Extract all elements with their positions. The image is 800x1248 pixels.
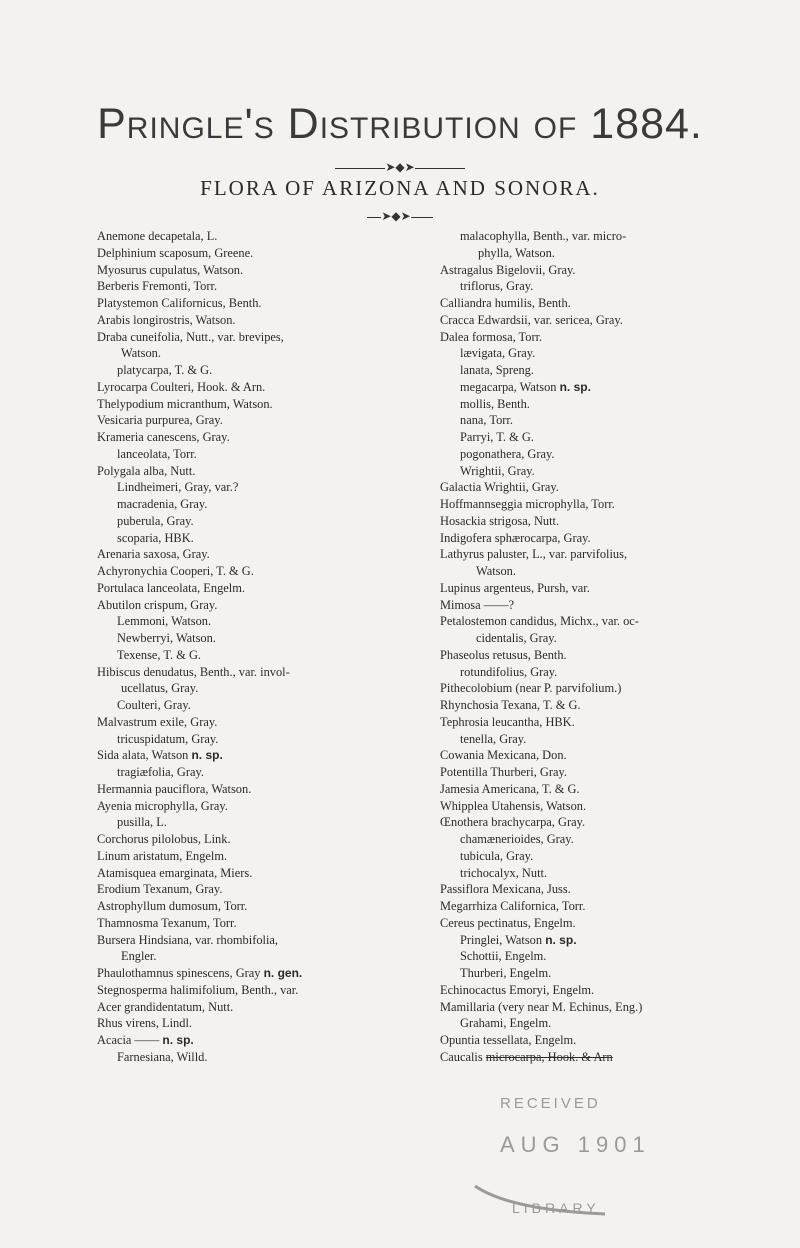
species-entry: Galactia Wrightii, Gray. — [440, 480, 559, 495]
species-entry: Ayenia microphylla, Gray. — [97, 798, 228, 813]
species-entry: Platystemon Californicus, Benth. — [97, 296, 262, 310]
library-stamp-label: LIBRARY — [512, 1200, 600, 1216]
species-entry: Phaseolus retusus, Benth. — [440, 647, 567, 662]
species-entry: Lindheimeri, Gray, var.? — [117, 480, 239, 495]
species-entry: pusilla, L. — [117, 815, 167, 830]
subtitle-ornament: ➤◆➤ — [0, 209, 800, 224]
species-entry-continued: cidentalis, Gray. — [476, 631, 557, 645]
species-entry: Petalostemon candidus, Michx., var. oc- — [440, 614, 639, 629]
species-entry — [440, 932, 770, 949]
species-entry: Thurberi, Engelm. — [460, 966, 552, 980]
species-entry: tragiæfolia, Gray. — [117, 765, 204, 779]
species-entry — [440, 1049, 770, 1066]
species-entry: Atamisquea emarginata, Miers. — [97, 865, 253, 880]
species-entry: Hermannia pauciflora, Watson. — [97, 781, 252, 796]
species-entry: Newberryi, Watson. — [117, 631, 216, 645]
page-subtitle: FLORA OF ARIZONA AND SONORA. — [200, 176, 600, 200]
species-entry: Linum aristatum, Engelm. — [97, 848, 228, 863]
struck-out-text: microcarpa, Hook. & Arn — [485, 1049, 613, 1064]
species-entry: Lemmoni, Watson. — [117, 614, 212, 629]
species-entry: Mimosa ——? — [440, 597, 514, 612]
species-name: Phaulothamnus spinescens, Gray — [97, 966, 261, 980]
species-entry: tubicula, Gray. — [460, 848, 534, 863]
species-entry: Draba cuneifolia, Nutt., var. brevipes, — [97, 329, 284, 344]
species-name: Caucalis — [440, 1049, 486, 1064]
species-entry: Œnothera brachycarpa, Gray. — [440, 815, 586, 830]
species-name: megacarpa, Watson — [460, 379, 557, 394]
species-list-left — [97, 228, 417, 1066]
species-entry: Astragalus Bigelovii, Gray. — [440, 262, 576, 277]
new-species-marker: n. sp. — [191, 748, 223, 763]
species-entry: lanata, Spreng. — [460, 363, 534, 377]
species-entry: Pithecolobium (near P. parvifolium.) — [440, 681, 622, 696]
species-entry: tricuspidatum, Gray. — [117, 731, 219, 746]
species-entry: platycarpa, T. & G. — [117, 363, 213, 377]
species-entry: chamænerioides, Gray. — [460, 832, 574, 846]
species-entry-continued: phylla, Watson. — [478, 245, 555, 260]
species-entry: Lyrocarpa Coulteri, Hook. & Arn. — [97, 379, 266, 394]
species-entry: Acer grandidentatum, Nutt. — [97, 999, 234, 1014]
new-species-marker: n. sp. — [559, 379, 591, 394]
species-entry: macradenia, Gray. — [117, 497, 208, 511]
species-name: Sida alata, Watson — [97, 748, 189, 763]
new-species-marker: n. sp. — [162, 1033, 194, 1047]
species-entry — [440, 379, 770, 396]
species-entry: Abutilon crispum, Gray. — [97, 597, 218, 612]
species-entry: Corchorus pilolobus, Link. — [97, 832, 231, 846]
species-entry: Stegnosperma halimifolium, Benth., var. — [97, 982, 299, 997]
species-entry: Arabis longirostris, Watson. — [97, 312, 236, 327]
page-title: Pringle's Distribution of 1884. — [97, 100, 703, 148]
species-entry: Lathyrus paluster, L., var. parvifolius, — [440, 547, 628, 562]
species-entry: Calliandra humilis, Benth. — [440, 296, 571, 310]
species-entry — [97, 965, 417, 982]
species-entry: Rhynchosia Texana, T. & G. — [440, 698, 581, 712]
species-entry: Jamesia Americana, T. & G. — [440, 781, 580, 796]
species-entry-continued: ucellatus, Gray. — [121, 681, 199, 696]
species-name: Acacia —— — [97, 1033, 160, 1047]
species-entry: Anemone decapetala, L. — [97, 229, 218, 243]
species-entry: Dalea formosa, Torr. — [440, 329, 543, 344]
species-entry: Rhus virens, Lindl. — [97, 1016, 192, 1031]
species-entry — [97, 747, 417, 764]
species-entry: Coulteri, Gray. — [117, 698, 191, 712]
species-entry: Potentilla Thurberi, Gray. — [440, 765, 567, 779]
species-entry: Farnesiana, Willd. — [117, 1049, 208, 1064]
species-entry: Hibiscus denudatus, Benth., var. invol- — [97, 664, 290, 679]
species-entry — [97, 1032, 417, 1049]
species-entry: Delphinium scaposum, Greene. — [97, 245, 254, 260]
new-genus-marker: n. gen. — [263, 966, 303, 980]
species-entry: Bursera Hindsiana, var. rhombifolia, — [97, 932, 278, 947]
species-entry: Thelypodium micranthum, Watson. — [97, 396, 273, 411]
species-entry: Arenaria saxosa, Gray. — [97, 547, 210, 562]
species-entry: Myosurus cupulatus, Watson. — [97, 262, 244, 277]
received-stamp-date: AUG 1901 — [500, 1132, 651, 1157]
species-entry: Echinocactus Emoryi, Engelm. — [440, 982, 595, 997]
species-entry: Mamillaria (very near M. Echinus, Eng.) — [440, 999, 643, 1014]
species-entry: Schottii, Engelm. — [460, 949, 547, 964]
species-entry: mollis, Benth. — [460, 396, 530, 411]
new-species-marker: n. sp. — [545, 932, 577, 947]
species-entry: Krameria canescens, Gray. — [97, 430, 230, 444]
species-entry: Parryi, T. & G. — [460, 430, 534, 444]
species-entry: Indigofera sphærocarpa, Gray. — [440, 530, 591, 545]
received-stamp-label: RECEIVED — [500, 1095, 601, 1112]
species-entry: Megarrhiza Californica, Torr. — [440, 899, 586, 913]
species-entry: Cereus pectinatus, Engelm. — [440, 915, 576, 930]
species-entry-continued: Watson. — [476, 564, 516, 578]
species-entry: Lupinus argenteus, Pursh, var. — [440, 580, 590, 595]
species-entry: puberula, Gray. — [117, 513, 194, 528]
species-entry: nana, Torr. — [460, 413, 513, 428]
species-entry: scoparia, HBK. — [117, 530, 194, 545]
species-entry: Wrightii, Gray. — [460, 463, 535, 478]
species-entry: malacophylla, Benth., var. micro- — [460, 229, 627, 243]
species-list-right — [440, 228, 770, 1066]
species-entry: Hosackia strigosa, Nutt. — [440, 513, 560, 528]
species-entry-continued: Engler. — [121, 949, 157, 964]
species-entry: Hoffmannseggia microphylla, Torr. — [440, 497, 615, 511]
species-entry: Texense, T. & G. — [117, 647, 202, 662]
species-entry: Erodium Texanum, Gray. — [97, 882, 223, 897]
species-entry: tenella, Gray. — [460, 731, 527, 746]
species-entry: Cowania Mexicana, Don. — [440, 748, 567, 763]
species-entry: Thamnosma Texanum, Torr. — [97, 915, 237, 930]
species-entry: Tephrosia leucantha, HBK. — [440, 714, 575, 729]
species-entry: Cracca Edwardsii, var. sericea, Gray. — [440, 312, 623, 327]
species-entry: Vesicaria purpurea, Gray. — [97, 413, 223, 428]
species-entry: Astrophyllum dumosum, Torr. — [97, 899, 248, 913]
species-entry: Portulaca lanceolata, Engelm. — [97, 580, 245, 595]
species-entry-continued: Watson. — [121, 346, 161, 361]
title-ornament: ➤◆➤ — [0, 160, 800, 175]
species-entry: triflorus, Gray. — [460, 279, 534, 294]
species-entry: lanceolata, Torr. — [117, 446, 197, 461]
species-entry: Grahami, Engelm. — [460, 1016, 552, 1031]
species-entry: trichocalyx, Nutt. — [460, 865, 548, 880]
species-entry: lævigata, Gray. — [460, 346, 536, 361]
species-entry: rotundifolius, Gray. — [460, 664, 558, 679]
species-entry: Berberis Fremonti, Torr. — [97, 279, 218, 294]
species-entry: Whipplea Utahensis, Watson. — [440, 798, 587, 813]
species-entry: Malvastrum exile, Gray. — [97, 714, 218, 729]
species-entry: Passiflora Mexicana, Juss. — [440, 882, 571, 897]
species-entry: pogonathera, Gray. — [460, 446, 555, 461]
species-entry: Achyronychia Cooperi, T. & G. — [97, 564, 254, 578]
species-name: Pringlei, Watson — [460, 932, 543, 947]
species-entry: Opuntia tessellata, Engelm. — [440, 1033, 577, 1047]
species-entry: Polygala alba, Nutt. — [97, 463, 196, 478]
